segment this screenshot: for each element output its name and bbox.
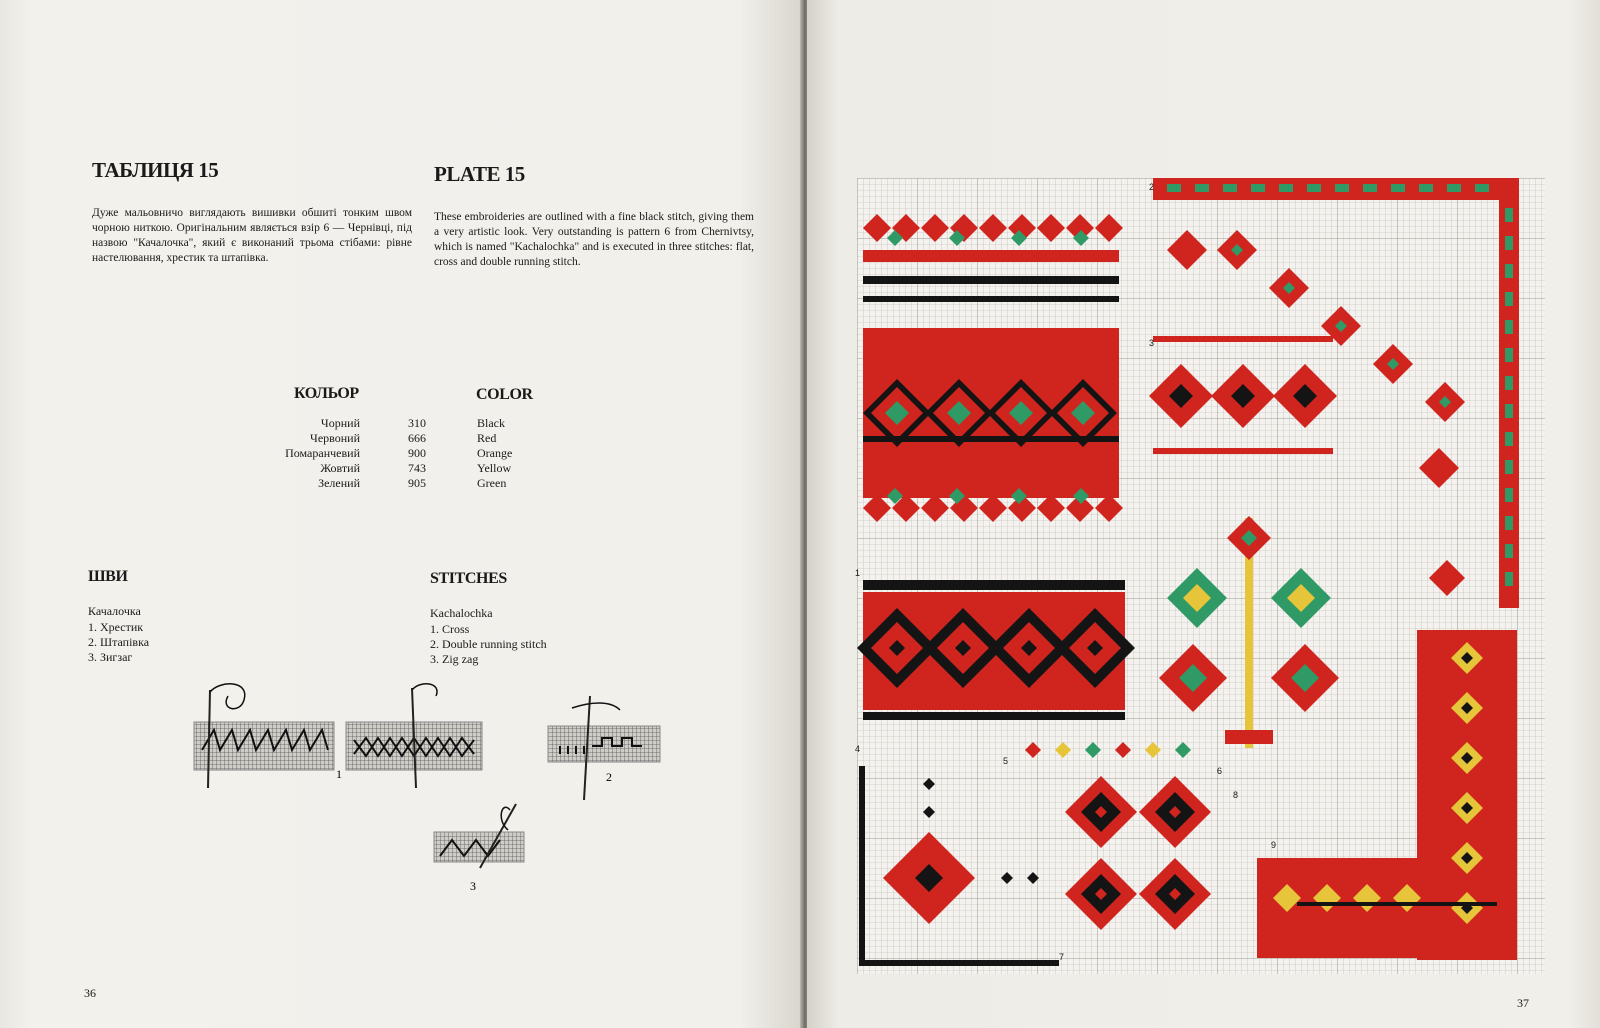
stitch-illustrations bbox=[180, 680, 700, 910]
color-name-ua: Зелений bbox=[318, 476, 360, 490]
band-stripe bbox=[1153, 336, 1333, 342]
band-stripe bbox=[863, 250, 1119, 262]
color-name-en: Orange bbox=[477, 446, 513, 460]
corner-accent bbox=[1505, 348, 1513, 362]
band-stripe bbox=[1153, 448, 1333, 454]
corner-accent bbox=[1505, 264, 1513, 278]
color-heading-ua: КОЛЬОР bbox=[294, 385, 359, 402]
stitch-item: 2. Double running stitch bbox=[430, 637, 547, 651]
frame-line bbox=[859, 960, 1059, 966]
corner-accent bbox=[1447, 184, 1461, 192]
corner-accent bbox=[1223, 184, 1237, 192]
corner-accent bbox=[1363, 184, 1377, 192]
color-name-en: Red bbox=[477, 431, 497, 445]
stitch-name-en: Kachalochka bbox=[430, 606, 493, 620]
pattern-number-3: 3 bbox=[1149, 338, 1155, 348]
corner-accent bbox=[1167, 184, 1181, 192]
corner-accent bbox=[1391, 184, 1405, 192]
corner-accent bbox=[1505, 292, 1513, 306]
color-code: 905 bbox=[408, 476, 426, 490]
stitch-name-ua: Качалочка bbox=[88, 604, 141, 618]
corner-accent bbox=[1475, 184, 1489, 192]
corner-accent bbox=[1505, 404, 1513, 418]
corner-accent bbox=[1505, 236, 1513, 250]
stitch-item: 2. Штапівка bbox=[88, 635, 150, 649]
color-name-en: Black bbox=[477, 416, 505, 430]
figure-label: 3 bbox=[470, 879, 476, 893]
pattern-number-4: 4 bbox=[855, 744, 861, 754]
corner-accent bbox=[1505, 544, 1513, 558]
color-heading-en: COLOR bbox=[476, 386, 533, 403]
corner-accent bbox=[1505, 460, 1513, 474]
figure-label: 2 bbox=[606, 770, 612, 784]
color-code: 310 bbox=[408, 416, 426, 430]
page-number-left: 36 bbox=[84, 986, 96, 1000]
cross-stitch-figure bbox=[194, 684, 334, 788]
stitch-item: 3. Зигзаг bbox=[88, 650, 133, 664]
cross-stitch-figure bbox=[346, 684, 482, 788]
corner-accent bbox=[1505, 572, 1513, 586]
corner-accent bbox=[1505, 376, 1513, 390]
band-stripe bbox=[863, 448, 1119, 462]
corner-accent bbox=[1505, 516, 1513, 530]
color-name-ua: Жовтий bbox=[320, 461, 360, 475]
color-code: 743 bbox=[408, 461, 426, 475]
corner-accent bbox=[1505, 208, 1513, 222]
right-page bbox=[807, 0, 1600, 1028]
band-stripe bbox=[863, 580, 1125, 590]
corner-accent bbox=[1505, 488, 1513, 502]
frame-line bbox=[1297, 902, 1497, 906]
color-code: 666 bbox=[408, 431, 426, 445]
band-stripe bbox=[863, 712, 1125, 720]
tree-base bbox=[1225, 730, 1273, 744]
color-name-ua: Помаранчевий bbox=[285, 446, 360, 460]
title-en: PLATE 15 bbox=[434, 162, 525, 186]
pattern-number-2: 2 bbox=[1149, 182, 1155, 192]
band-stripe bbox=[863, 436, 1119, 442]
band-stripe bbox=[863, 296, 1119, 302]
description-en: These embroideries are outlined with a fine black stitch, giving them a very artistic look. Very outstanding is pattern 6 from Chernivtsy, which is named "Kachalochka" and is executed in three stitches: flat, cross and double running stitch. bbox=[434, 211, 754, 268]
color-name-en: Yellow bbox=[477, 461, 512, 475]
embroidery-chart bbox=[857, 178, 1545, 974]
figure-label: 1 bbox=[336, 767, 342, 781]
pattern-number-6: 6 bbox=[1217, 766, 1223, 776]
corner-accent bbox=[1251, 184, 1265, 192]
stitch-list-ua bbox=[88, 620, 149, 665]
page-number-right: 37 bbox=[1517, 996, 1529, 1010]
stitch-list-en bbox=[430, 622, 547, 667]
color-name-ua: Чорний bbox=[320, 416, 360, 430]
pattern-number-5: 5 bbox=[1003, 756, 1009, 766]
zigzag-stitch-figure bbox=[434, 804, 524, 868]
pattern-number-8: 8 bbox=[1233, 790, 1239, 800]
stitches-heading-ua: ШВИ bbox=[88, 568, 128, 585]
corner-accent bbox=[1505, 432, 1513, 446]
color-name-en: Green bbox=[477, 476, 507, 490]
running-stitch-figure bbox=[548, 696, 660, 800]
color-name-ua: Червоний bbox=[310, 431, 360, 445]
pattern-number-7: 7 bbox=[1059, 952, 1065, 962]
stitch-item: 1. Хрестик bbox=[88, 620, 144, 634]
frame-line bbox=[859, 766, 865, 966]
band-stripe bbox=[863, 276, 1119, 284]
pattern-number-1: 1 bbox=[855, 568, 861, 578]
corner-accent bbox=[1195, 184, 1209, 192]
corner-accent bbox=[1335, 184, 1349, 192]
stitch-item: 3. Zig zag bbox=[430, 652, 479, 666]
corner-accent bbox=[1505, 320, 1513, 334]
description-ua: Дуже мальовничо виглядають вишивки обшиті тонким швом чорною ниткою. Оригінальним являється взір 6 — Чернівці, під назвою "Качалочка", який є виконаний трьома стібами: рівне настелювання, хрестик та штапівка. bbox=[92, 207, 412, 264]
corner-accent bbox=[1419, 184, 1433, 192]
color-code: 900 bbox=[408, 446, 426, 460]
corner-accent bbox=[1279, 184, 1293, 192]
corner-accent bbox=[1307, 184, 1321, 192]
stitch-item: 1. Cross bbox=[430, 622, 470, 636]
stitches-heading-en: STITCHES bbox=[430, 570, 507, 587]
pattern-number-9: 9 bbox=[1271, 840, 1277, 850]
title-ua: ТАБЛИЦЯ 15 bbox=[92, 158, 219, 182]
